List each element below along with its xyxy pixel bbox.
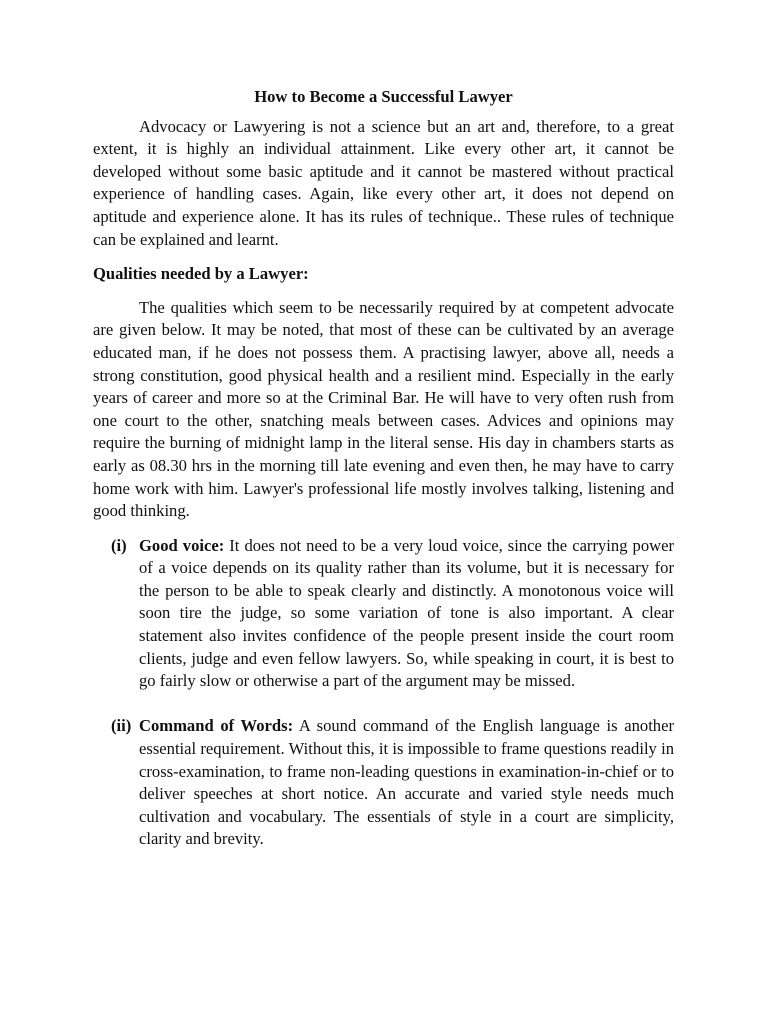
list-item-heading: Good voice: <box>139 535 225 555</box>
list-item-body <box>139 715 674 851</box>
document-page <box>93 86 674 851</box>
section-heading: Qualities needed by a Lawyer: <box>93 264 309 284</box>
document-title: How to Become a Successful Lawyer <box>254 87 513 106</box>
list-item-good-voice <box>93 535 674 693</box>
list-marker: (ii) <box>111 716 132 736</box>
list-item-heading: Command of Words: <box>139 716 294 736</box>
intro-paragraph: Advocacy or Lawyering is not a science but an art and, therefore, to a great extent, it is highly an individual attainment. Like every other art, it cannot be developed without some basic aptitude and it cannot be mastered without practical experience of handling cases. Again, like every other art, it does not depend on aptitude and experience alone. It has its rules of technique.. These rules of technique can be explained and learnt. <box>93 116 674 249</box>
qualities-list <box>93 535 674 851</box>
list-item-text: It does not need to be a very loud voice, since the carrying power of a voice depends on its quality rather than its volume, but it is necessary for the person to be able to speak clearly and distinctly. A monotonous voice will soon tire the judge, so some variation of tone is also important. A clear statement also invites confidence of the people present inside the court room clients, judge and even fellow lawyers. So, while speaking in court, it is best to go fairly slow or otherwise a part of the argument may be missed. <box>139 535 674 691</box>
list-item-body <box>139 535 674 693</box>
list-marker: (i) <box>111 535 127 555</box>
qualities-paragraph: The qualities which seem to be necessarily required by at competent advocate are given below. It may be noted, that most of these can be cultivated by an average educated man, if he does not possess them. A practising lawyer, above all, needs a strong constitution, good physical health and a resilient mind. Especially in the early years of career and more so at the Criminal Bar. He will have to very often rush from one court to the other, snatching meals between cases. Advices and opinions may require the burning of midnight lamp in the literal sense. His day in chambers starts as early as 08.30 hrs in the morning till late evening and even then, he may have to carry home work with him. Lawyer's professional life mostly involves talking, listening and good thinking. <box>93 297 674 521</box>
list-item-text: A sound command of the English language is another essential requirement. Without this, it is impossible to frame questions readily in cross-examination, to frame non-leading questions in examination-in-chief or to deliver speeches at short notice. An accurate and varied style needs much cultivation and vocabulary. The essentials of style in a court are simplicity, clarity and brevity. <box>139 716 674 849</box>
list-item-command-of-words <box>93 715 674 851</box>
